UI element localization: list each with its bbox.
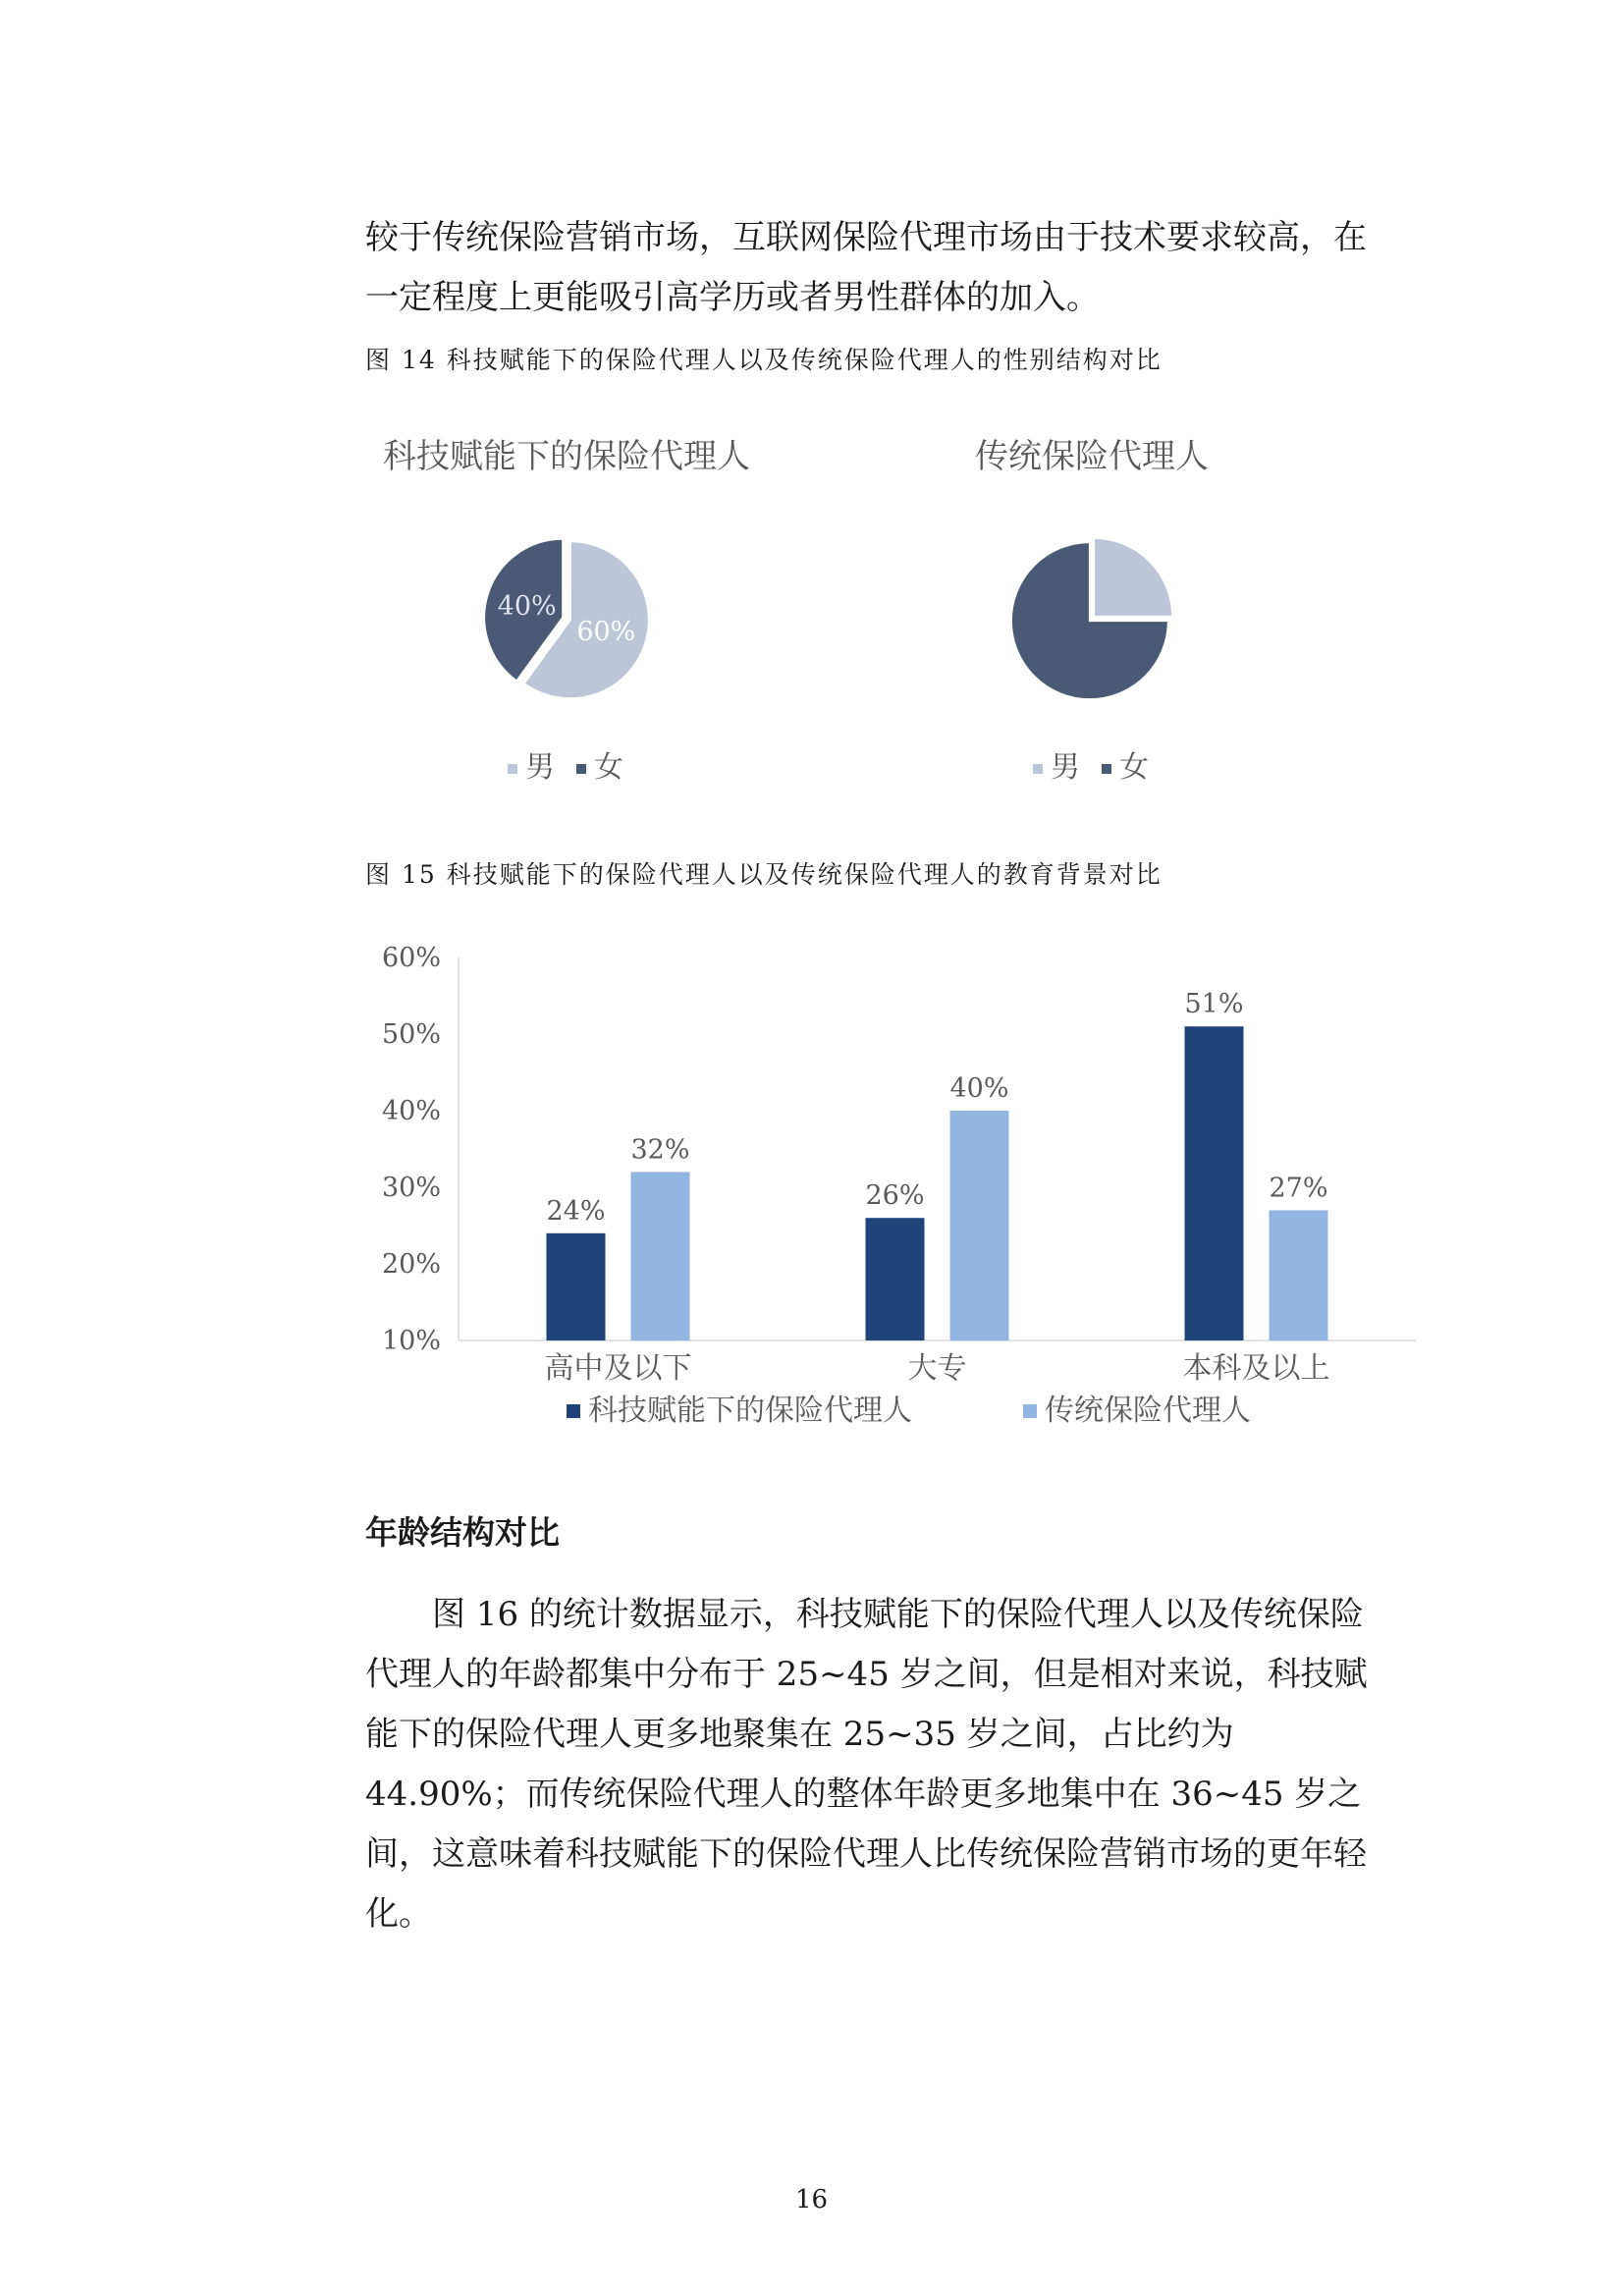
figure15-caption: 图 15 科技赋能下的保险代理人以及传统保险代理人的教育背景对比 <box>365 860 1163 889</box>
figure14-caption: 图 14 科技赋能下的保险代理人以及传统保险代理人的性别结构对比 <box>365 346 1163 374</box>
pie-title-0: 科技赋能下的保险代理人 <box>383 437 750 476</box>
pie-1-legend-label-0: 男 <box>1051 750 1080 785</box>
bar-data-label-1-1: 40% <box>949 1073 1009 1104</box>
page-number: 16 <box>794 2185 829 2214</box>
pie-0-legend-label-1: 女 <box>594 750 623 785</box>
bar-大专-series-1 <box>950 1111 1009 1340</box>
y-tick-label-0: 60% <box>381 943 441 973</box>
bar-data-label-2-0: 51% <box>1184 989 1244 1020</box>
bar-legend-swatch-1 <box>1023 1404 1037 1418</box>
section-heading: 年龄结构对比 <box>365 1513 560 1552</box>
bar-legend-label-1: 传统保险代理人 <box>1045 1394 1251 1428</box>
bar-高中及以下-series-1 <box>631 1172 690 1340</box>
bar-本科及以上-series-0 <box>1185 1026 1244 1340</box>
bar-高中及以下-series-0 <box>547 1233 606 1340</box>
y-tick-label-5: 10% <box>381 1326 441 1356</box>
bar-data-label-2-1: 27% <box>1269 1173 1328 1204</box>
y-tick-label-2: 40% <box>381 1096 441 1126</box>
y-tick-label-1: 50% <box>381 1019 441 1050</box>
bar-data-label-0-1: 32% <box>630 1134 690 1166</box>
pie-0-legend-label-0: 男 <box>525 750 555 785</box>
figure14-pie-charts <box>365 422 1426 805</box>
bar-本科及以上-series-1 <box>1270 1210 1328 1340</box>
bar-大专-series-0 <box>866 1218 925 1340</box>
paragraph-intro: 较于传统保险营销市场，互联网保险代理市场由于技术要求较高，在一定程度上更能吸引高学历或者男性群体的加入。 <box>365 218 1367 317</box>
pie-0-data-label-0: 60% <box>576 617 636 648</box>
paragraph-age: 图 16 的统计数据显示，科技赋能下的保险代理人以及传统保险代理人的年龄都集中分布于 25~45 岁之间，但是相对来说，科技赋能下的保险代理人更多地聚集在 25~35 岁之间，占比约为 44.90%；而传统保险代理人的整体年龄更多地集中在 36~45 岁之间，这意味着科技赋能下的保险代理人比传统保险营销市场的更年轻化。 <box>365 1595 1368 1934</box>
x-category-label-2: 本科及以上 <box>1182 1351 1330 1386</box>
bar-legend-label-0: 科技赋能下的保险代理人 <box>588 1394 912 1428</box>
pie-1-legend-swatch-0 <box>1033 764 1043 774</box>
bar-data-label-1-0: 26% <box>865 1180 925 1212</box>
pie-0-data-label-1: 40% <box>497 590 557 622</box>
pie-title-1: 传统保险代理人 <box>975 437 1209 476</box>
bar-legend-swatch-0 <box>567 1404 580 1418</box>
pie-1-legend-swatch-1 <box>1102 764 1111 774</box>
x-category-label-1: 大专 <box>907 1351 967 1386</box>
bar-data-label-0-0: 24% <box>546 1195 606 1227</box>
pie-1-slice-男 <box>1094 538 1172 617</box>
x-category-label-0: 高中及以下 <box>544 1351 692 1386</box>
figure15-bar-chart <box>365 923 1426 1453</box>
pie-1-legend-label-1: 女 <box>1119 750 1149 785</box>
pie-0-legend-swatch-1 <box>576 764 586 774</box>
pie-0-legend-swatch-0 <box>508 764 517 774</box>
y-tick-label-3: 30% <box>381 1173 441 1203</box>
y-tick-label-4: 20% <box>381 1249 441 1280</box>
